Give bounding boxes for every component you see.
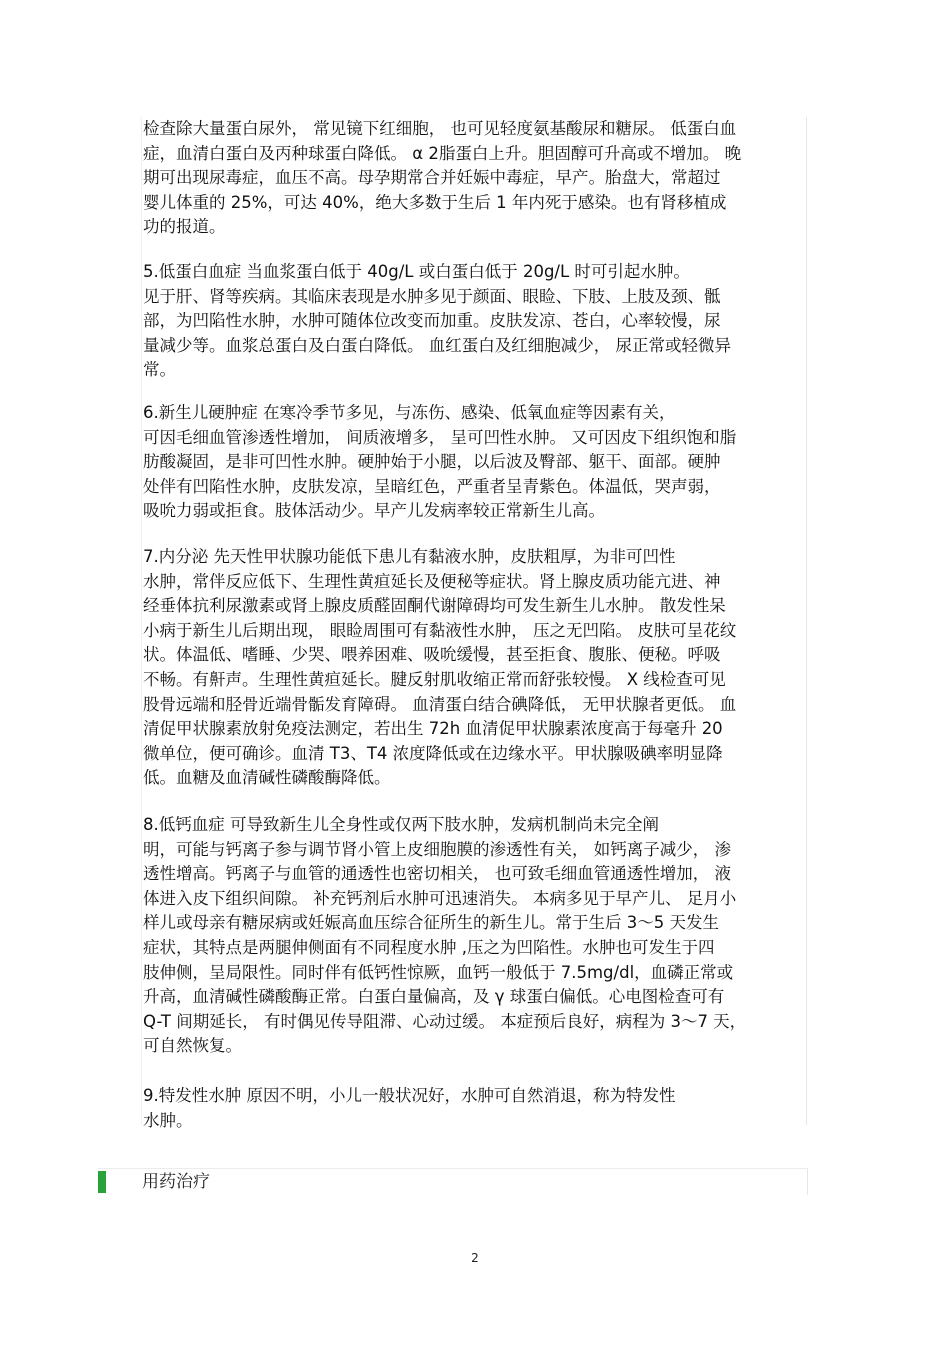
text-line: 体进入皮下组织间隙。 补充钙剂后水肿可迅速消失。 本病多见于早产儿、 足月小 xyxy=(143,888,737,908)
text-line: 肢伸侧，呈局限性。同时伴有低钙性惊厥，血钙一般低于 7.5mg/dl，血磷正常或 xyxy=(143,962,734,982)
text-line: 透性增高。钙离子与血管的通透性也密切相关， 也可致毛细血管通透性增加， 液 xyxy=(143,864,731,884)
section-header-medication xyxy=(98,1168,808,1195)
text-line: 功的报道。 xyxy=(143,217,226,237)
text-line: Q-T 间期延长， 有时偶见传导阻滞、心动过缓。 本症预后良好，病程为 3～7 天， xyxy=(143,1011,747,1031)
text-line: 微单位，便可确诊。血清 T3、T4 浓度降低或在边缘水平。甲状腺吸碘率明显降 xyxy=(143,743,723,763)
text-line: 低。血糖及血清碱性磷酸酶降低。 xyxy=(143,768,391,788)
text-line: 明，可能与钙离子参与调节肾小管上皮细胞膜的渗透性有关， 如钙离子减少， 渗 xyxy=(143,839,731,859)
right-margin-rule xyxy=(806,117,807,1125)
text-line: 常。 xyxy=(143,360,176,380)
text-line: 不畅。有鼾声。生理性黄疸延长。腱反射肌收缩正常而舒张较慢。 X 线检查可见 xyxy=(143,670,726,689)
text-line: 肪酸凝固，是非可凹性水肿。硬肿始于小腿，以后波及臀部、躯干、面部。硬肿 xyxy=(143,452,721,472)
text-line: 7.内分泌 先天性甲状腺功能低下患儿有黏液水肿，皮肤粗厚，为非可凹性 xyxy=(143,547,676,566)
text-line: 处伴有凹陷性水肿，皮肤发凉，呈暗红色，严重者呈青紫色。体温低，哭声弱， xyxy=(143,476,721,496)
text-line: 8.低钙血症 可导致新生儿全身性或仅两下肢水肿，发病机制尚未完全阐 xyxy=(143,815,659,834)
text-line: 部，为凹陷性水肿，水肿可随体位改变而加重。皮肤发凉、苍白，心率较慢，尿 xyxy=(143,311,721,331)
text-line: 5.低蛋白血症 当血浆蛋白低于 40g/L 或白蛋白低于 20g/L 时可引起水肿。 xyxy=(143,262,690,281)
text-line: 检查除大量蛋白尿外， 常见镜下红细胞， 也可见轻度氨基酸尿和糖尿。 低蛋白血 xyxy=(143,119,737,138)
page-number: 2 xyxy=(471,1251,479,1265)
text-line: 样儿或母亲有糖尿病或妊娠高血压综合征所生的新生儿。常于生后 3～5 天发生 xyxy=(143,913,719,933)
text-line: 清促甲状腺素放射免疫法测定，若出生 72h 血清促甲状腺素浓度高于每毫升 20 xyxy=(143,719,723,739)
text-line: 症，血清白蛋白及丙种球蛋白降低。 α 2脂蛋白上升。胆固醇可升高或不增加。 晚 xyxy=(143,143,742,163)
text-line: 见于肝、肾等疾病。其临床表现是水肿多见于颜面、眼睑、下肢、上肢及颈、骶 xyxy=(143,286,721,306)
text-line: 6.新生儿硬肿症 在寒冷季节多见，与冻伤、感染、低氧血症等因素有关， xyxy=(143,403,676,422)
text-line: 水肿，常伴反应低下、生理性黄疸延长及便秘等症状。肾上腺皮质功能亢进、神 xyxy=(143,571,721,591)
text-line: 小病于新生儿后期出现， 眼睑周围可有黏液性水肿， 压之无凹陷。 皮肤可呈花纹 xyxy=(143,620,737,640)
text-line: 水肿。 xyxy=(143,1110,193,1130)
section-title: 用药治疗 xyxy=(142,1172,210,1192)
text-line: 量减少等。血浆总蛋白及白蛋白降低。 血红蛋白及红细胞减少， 尿正常或轻微异 xyxy=(143,335,731,355)
section-accent-bar xyxy=(98,1171,106,1193)
section-right-border xyxy=(807,1169,808,1195)
text-line: 股骨远端和胫骨近端骨骺发育障碍。 血清蛋白结合碘降低， 无甲状腺者更低。 血 xyxy=(143,694,737,714)
text-line: 期可出现尿毒症，血压不高。母孕期常合并妊娠中毒症，早产。胎盘大，常超过 xyxy=(143,168,721,188)
text-line: 可因毛细血管渗透性增加， 间质液增多， 呈可凹性水肿。 又可因皮下组织饱和脂 xyxy=(143,427,737,447)
text-line: 经垂体抗利尿激素或肾上腺皮质醛固酮代谢障碍均可发生新生儿水肿。 散发性呆 xyxy=(143,596,726,616)
text-line: 婴儿体重的 25%，可达 40%，绝大多数于生后 1 年内死于感染。也有肾移植成 xyxy=(143,192,727,212)
text-line: 可自然恢复。 xyxy=(143,1036,242,1056)
text-line: 升高，血清碱性磷酸酶正常。白蛋白量偏高，及 γ 球蛋白偏低。心电图检查可有 xyxy=(143,987,725,1007)
text-line: 症状，其特点是两腿伸侧面有不同程度水肿 ,压之为凹陷性。水肿也可发生于四 xyxy=(143,938,715,957)
text-line: 吸吮力弱或拒食。肢体活动少。早产儿发病率较正常新生儿高。 xyxy=(143,501,605,521)
text-line: 9.特发性水肿 原因不明，小儿一般状况好，水肿可自然消退，称为特发性 xyxy=(143,1086,676,1105)
left-margin-rule xyxy=(141,117,142,1125)
text-line: 状。体温低、嗜睡、少哭、喂养困难、吸吮缓慢，甚至拒食、腹胀、便秘。呼吸 xyxy=(143,645,721,665)
